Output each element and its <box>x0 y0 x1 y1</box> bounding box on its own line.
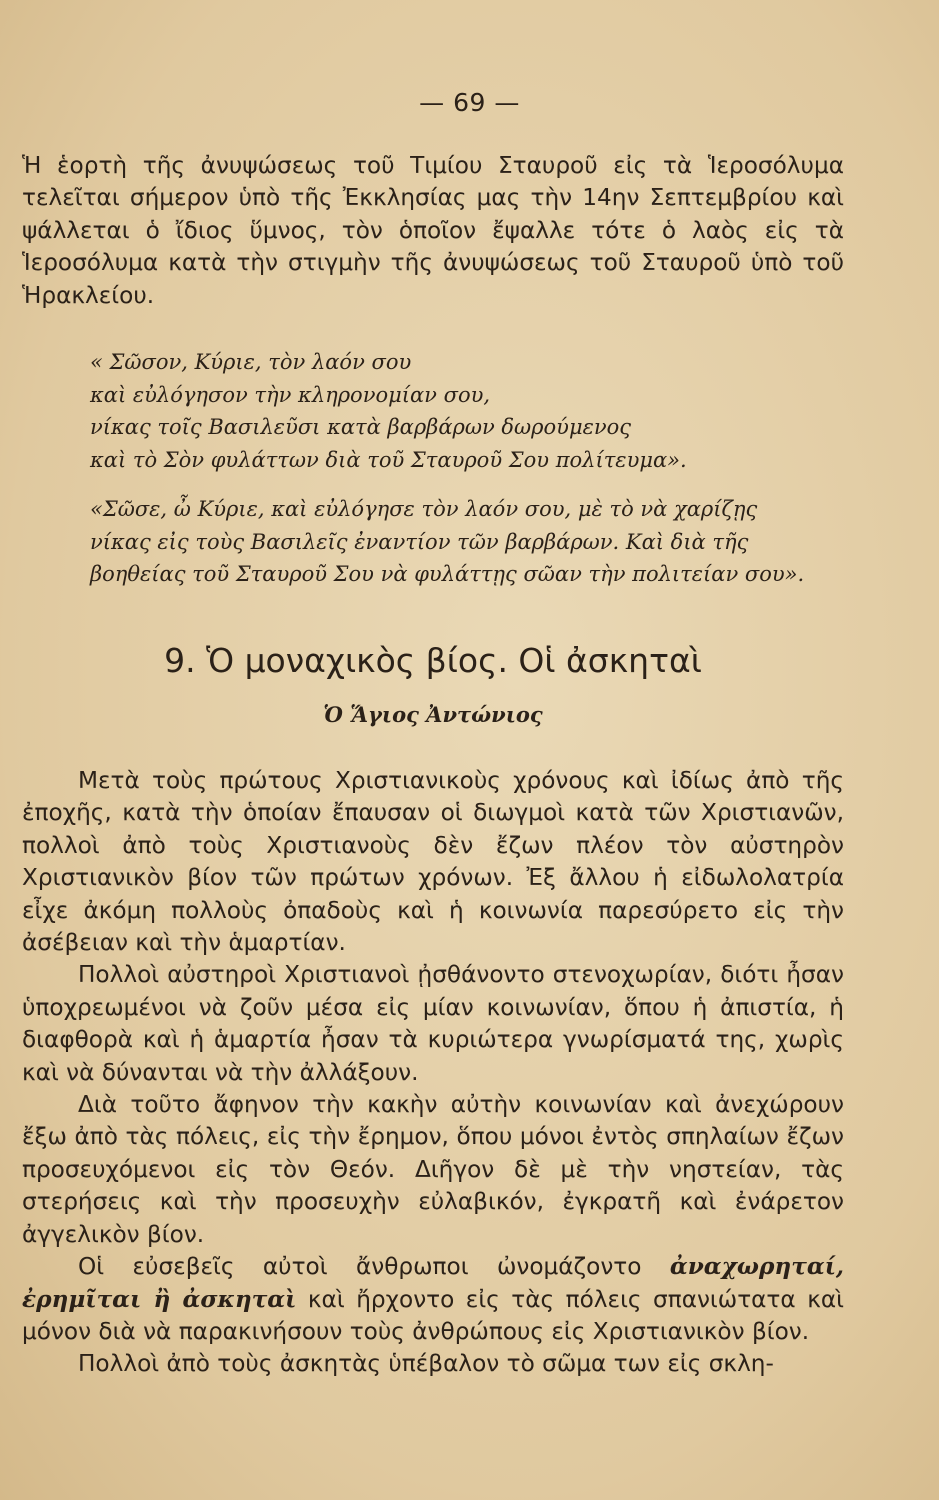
body-paragraph: Πολλοὶ ἀπὸ τοὺς ἀσκητὰς ὑπέβαλον τὸ σῶμα των εἰς σκλη- <box>78 1350 774 1378</box>
body-paragraph: Μετὰ τοὺς πρώτους Χριστιανικοὺς χρόνους καὶ ἰδίως ἀπὸ τῆς ἐποχῆς, κατὰ τὴν ὁποίαν ἔπαυσαν οἱ διωγμοὶ κατὰ τῶν Χριστιανῶν, πολλοὶ ἀπὸ τοὺς Χριστιανοὺς δὲν ἔζων πλέον τὸν αὐστηρὸν Χριστιανικὸν βίον τῶν πρώτων χρόνων. Ἐξ ἄλλου ἡ εἰδωλολατρία εἶχε ἀκόμη πολλοὺς ὀπαδοὺς καὶ ἡ κοινωνία παρεσύρετο εἰς τὴν ἀσέβειαν καὶ τὴν ἁμαρτίαν. <box>22 767 844 957</box>
hymn-original-line: καὶ εὐλόγησον τὴν κληρονομίαν σου, <box>90 382 491 407</box>
hymn-original-line: νίκας τοῖς Βασιλεῦσι κατὰ βαρβάρων δωρούμενος <box>90 415 632 439</box>
intro-paragraph: Ἡ ἑορτὴ τῆς ἀνυψώσεως τοῦ Τιμίου Σταυροῦ εἰς τὰ Ἱεροσόλυμα τελεῖται σήμερον ὑπὸ τῆς Ἐκκλησίας μας τὴν 14ην Σεπτεμβρίου καὶ ψάλλεται ὁ ἴδιος ὕμνος, τὸν ὁποῖον ἔψαλλε τότε ὁ λαὸς εἰς τὰ Ἱεροσόλυμα κατὰ τὴν στιγμὴν τῆς ἀνυψώσεως τοῦ Σταυροῦ ὑπὸ τοῦ Ἡρακλείου. <box>22 152 844 309</box>
page-number: — 69 — <box>419 88 520 117</box>
hymn-original-line: « Σῶσον, Κύριε, τὸν λαόν σου <box>90 350 412 374</box>
body-paragraph: Πολλοὶ αὐστηροὶ Χριστιανοὶ ᾐσθάνοντο στενοχωρίαν, διότι ἦσαν ὑποχρεωμένοι νὰ ζοῦν μέσα εἰς μίαν κοινωνίαν, ὅπου ἡ ἀπιστία, ἡ διαφθορὰ καὶ ἡ ἁμαρτία ἦσαν τὰ κυριώτερα γνωρίσματά της, χωρὶς καὶ νὰ δύνανται νὰ τὴν ἀλλάξουν. <box>22 961 844 1086</box>
body-paragraph <box>22 1251 844 1348</box>
hymn-translation <box>90 493 870 591</box>
hymn-translation-line: «Σῶσε, ὦ Κύριε, καὶ εὐλόγησε τὸν λαόν σου, μὲ τὸ νὰ χαρίζῃς <box>90 497 758 521</box>
hymn-original <box>90 346 870 476</box>
body-text-run: Οἱ εὐσεβεῖς αὐτοὶ ἄνθρωποι ὠνομάζοντο <box>78 1253 670 1281</box>
hymn-translation-line: βοηθείας τοῦ Σταυροῦ Σου νὰ φυλάττῃς σῶαν τὴν πολιτείαν σου». <box>90 562 805 586</box>
hymn-translation-line: νίκας εἰς τοὺς Βασιλεῖς ἐναντίον τῶν βαρβάρων. Καὶ διὰ τῆς <box>90 529 749 554</box>
section-subtitle: Ὁ Ἅγιος Ἀντώνιος <box>323 702 543 727</box>
section-title: 9. Ὁ μοναχικὸς βίος. Οἱ ἀσκηταὶ <box>164 641 702 680</box>
body-paragraph: Διὰ τοῦτο ἄφηνον τὴν κακὴν αὐτὴν κοινωνίαν καὶ ἀνεχώρουν ἔξω ἀπὸ τὰς πόλεις, εἰς τὴν ἔρημον, ὅπου μόνοι ἐντὸς σπηλαίων ἔζων προσευχόμενοι εἰς τὸν Θεόν. Διῆγον δὲ μὲ τὴν νηστείαν, τὰς στερήσεις καὶ τὴν προσευχὴν εὐλαβικόν, ἐγκρατῆ καὶ ἐνάρετον ἀγγελικὸν βίον. <box>22 1091 844 1248</box>
body-text <box>22 765 844 1381</box>
emphasized-terms: ἀναχωρηταί, ἐρημῖται ἢ ἀσκηταὶ <box>22 1253 844 1313</box>
body-text-run: καὶ ἤρχοντο εἰς τὰς πόλεις σπανιώτατα καὶ μόνον διὰ νὰ παρακινήσουν τοὺς ἀνθρώπους εἰς Χριστιανικὸν βίον. <box>22 1285 844 1345</box>
hymn-original-line: καὶ τὸ Σὸν φυλάττων διὰ τοῦ Σταυροῦ Σου πολίτευμα». <box>90 447 687 472</box>
